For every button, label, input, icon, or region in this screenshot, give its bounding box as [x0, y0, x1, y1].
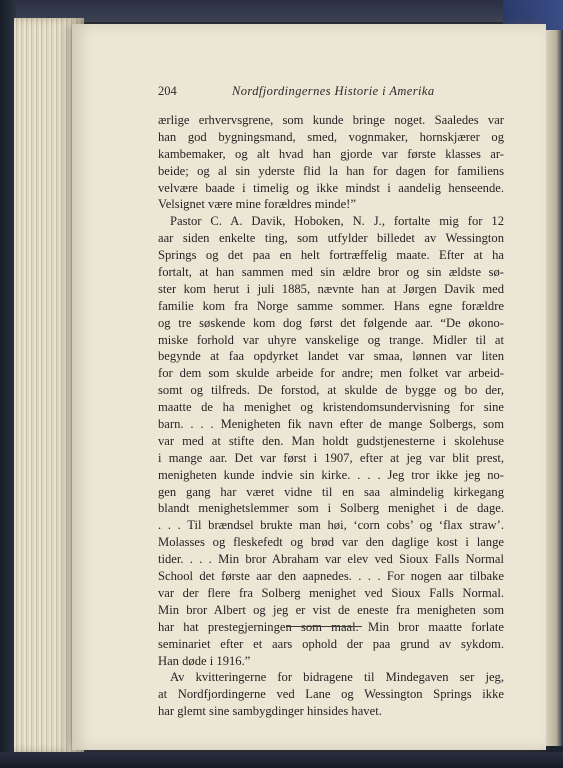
text-line: har hat prestegjerningen som maal. Min bror maatte forlate [158, 619, 504, 634]
text-line: kambemaker, og alt hvad han gjorde var første klasses ar- [158, 146, 504, 161]
text-line: gen gang har været vidne til en saa almindelig kirkegang [158, 484, 504, 499]
book-cover-top [0, 0, 563, 22]
text-line: miske forhold var uhyre vanskelige og trange. Midler til at [158, 332, 504, 347]
book-cover-bottom [0, 752, 563, 768]
text-line: familie kom fra Norge samme sommer. Hans egne forældre [158, 298, 504, 313]
text-line: han god bygningsmand, smed, vognmaker, hornskjærer og [158, 129, 504, 144]
text-line: i mange aar. Det var først i 1907, efter at jeg var blit prest, [158, 450, 504, 465]
page-header [158, 84, 504, 102]
text-line: begynde at faa opdyrket landet var smaa, lønnen var liten [158, 349, 504, 364]
text-line: fortalt, at han sammen med sin ældre bror og sin ældste sø- [158, 265, 504, 280]
text-line: somt og tilfreds. De forstod, at skulde de bygge og bo der, [158, 383, 504, 398]
text-line: blandt menighetslemmer som i Solberg menighet i de dage. [158, 501, 504, 516]
text-line: velvære baade i timelig og ikke mindst i aandelig henseende. [158, 180, 504, 195]
paragraph [158, 112, 504, 213]
text-line: ærlige erhvervsgrene, som kunde bringe noget. Saaledes var [158, 113, 504, 127]
text-line: Min bror Albert og jeg er vist de eneste fra menigheten som [158, 602, 504, 617]
text-line: Han døde i 1916.” [158, 653, 251, 668]
running-title: Nordfjordingernes Historie i Amerika [232, 84, 435, 98]
text-line: var med at stifte den. Man holdt gudstjenesterne i skolehuse [158, 433, 504, 448]
text-line: for dem som skulde arbeide for andre; men folket var arbeid- [158, 366, 504, 381]
text-line: tider. . . . Min bror Abraham var elev ved Sioux Falls Normal [158, 552, 504, 567]
text-line: menigheten kunde indvie sin kirke. . . . Jeg tror ikke jeg no- [158, 467, 504, 482]
text-line: og tre søskende kom dog først det følgende aar. “De økono- [158, 315, 504, 330]
text-line: Velsignet være mine forældres minde!” [158, 197, 356, 212]
text-line: at Nordfjordingerne ved Lane og Wessington Springs ikke [158, 687, 504, 702]
paragraph [158, 213, 504, 669]
text-line: aar siden enkelte ting, som utfylder billedet av Wessington [158, 231, 504, 246]
body-text [158, 112, 504, 720]
text-line: Pastor C. A. Davik, Hoboken, N. J., fortalte mig for 12 [170, 214, 504, 229]
text-line: Molasses og fleskefedt og brød var den daglige kost i lange [158, 535, 504, 550]
section-divider [286, 626, 362, 627]
text-line: . . . Til brændsel brukte man høi, ‘corn cobs’ og ‘flax straw’. [158, 518, 504, 533]
text-line: var der flere fra Solberg menighet ved Sioux Falls Normal. [158, 585, 504, 600]
text-line: har glemt sine sambygdinger hinsides havet. [158, 704, 382, 719]
page-number: 204 [158, 84, 177, 98]
text-line: Av kvitteringerne for bidragene til Mindegaven ser jeg, [170, 670, 504, 685]
text-line: barn. . . . Menigheten fik navn efter de mange Solbergs, som [158, 417, 504, 432]
text-line: ster kom herut i juli 1885, nævnte han at Jørgen Davik med [158, 281, 504, 296]
text-line: School det første aar den aapnedes. . . . For nogen aar tilbake [158, 569, 504, 584]
paragraph [158, 669, 504, 720]
text-line: maatte de ha menighet og kristendomsundervisning for sine [158, 400, 504, 415]
text-line: seminariet efter et aars ophold der paa grund av sykdom. [158, 636, 504, 651]
text-line: beide; og al sin yderste flid la han for dagen for familiens [158, 163, 504, 178]
page-right-edge [546, 30, 563, 746]
text-line: Springs og det paa en helt fortræffelig maate. Efter at ha [158, 248, 504, 263]
